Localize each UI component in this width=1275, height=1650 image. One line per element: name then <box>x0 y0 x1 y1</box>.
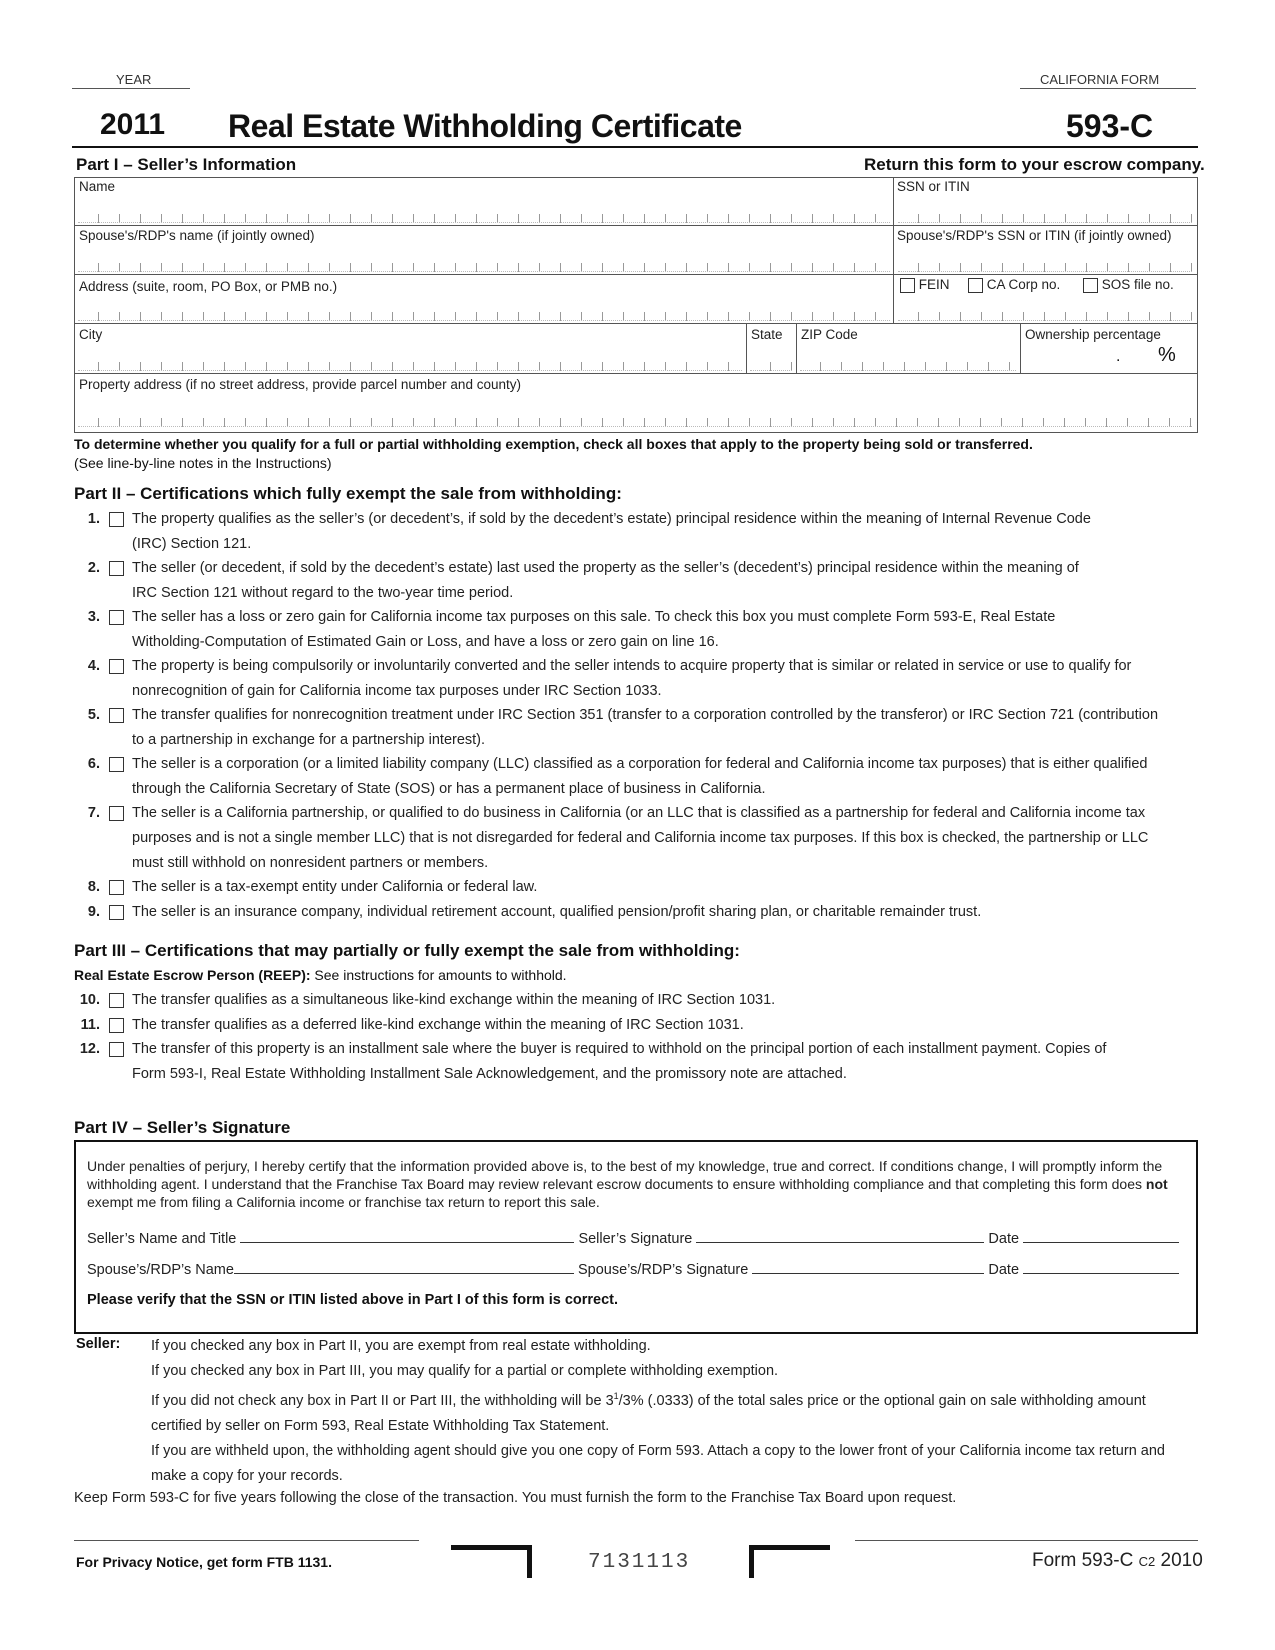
california-form-label: CALIFORNIA FORM <box>1040 72 1160 87</box>
part2-item-3 <box>74 605 1204 655</box>
seller-signature-row <box>87 1228 1187 1247</box>
city-field[interactable] <box>78 362 742 371</box>
part2-item-1 <box>74 507 1204 557</box>
spouse-ssn-label: Spouse's/RDP's SSN or ITIN (if jointly owned) <box>897 228 1172 243</box>
item-text: The seller is a California partnership, or qualified to do business in California (or an LLC that is classified as a partnership for federal and California income tax <box>132 805 1146 821</box>
part2-item-8 <box>74 875 1204 900</box>
item-text: The property is being compulsorily or involuntarily converted and the seller intends to acquire property that is similar or related in service or use to qualify for <box>132 658 1132 674</box>
year-rule <box>72 88 190 89</box>
spouse-name-field[interactable] <box>78 263 890 272</box>
ca-corp-checkbox[interactable] <box>968 278 983 293</box>
seller-notes <box>151 1334 1201 1489</box>
reep-text: See instructions for amounts to withhold. <box>310 967 567 983</box>
header-rule <box>72 146 1198 148</box>
perjury-text: Under penalties of perjury, I hereby certify that the information provided above is, to the best of my knowledge, true and correct. If conditions change, I will promptly inform the withholding agent. I understand that the Franchise Tax Board may review relevant escrow documents to ensure withholding compliance and that completing this form does <box>87 1158 1163 1192</box>
seller-note-3-sup: 1 <box>613 1391 619 1401</box>
fein-option[interactable] <box>900 277 950 293</box>
part3-heading: Part III – Certifications that may partially or fully exempt the sale from withholding: <box>74 941 740 960</box>
spouse-signature-label: Spouse’s/RDP’s Signature <box>577 1262 749 1278</box>
ownership-label: Ownership percentage <box>1025 327 1161 342</box>
name-field[interactable] <box>78 214 890 223</box>
form-rule <box>1020 88 1196 89</box>
item-4-checkbox[interactable] <box>109 659 124 674</box>
spouse-signature-field[interactable] <box>752 1259 984 1274</box>
item-11-checkbox[interactable] <box>109 1018 124 1033</box>
part4-label: Part IV <box>74 1118 128 1137</box>
property-address-label: Property address (if no street address, provide parcel number and county) <box>79 377 521 392</box>
seller-note-1: If you checked any box in Part II, you are exempt from real estate withholding. <box>151 1338 651 1354</box>
item-text: The seller has a loss or zero gain for California income tax purposes on this sale. To check this box you must complete Form 593-E, Real Estate <box>132 609 1056 625</box>
form-title: Real Estate Withholding Certificate <box>228 108 742 144</box>
footer-form-id <box>1032 1550 1203 1572</box>
item-1-checkbox[interactable] <box>109 512 124 527</box>
footer-form-code: C2 <box>1138 1554 1156 1569</box>
item-text-cont: Witholding-Computation of Estimated Gain or Loss, and have a loss or zero gain on line 16. <box>132 634 719 650</box>
item-text-cont: IRC Section 121 without regard to the two-year time period. <box>132 585 514 601</box>
spouse-date-label: Date <box>988 1262 1020 1278</box>
zip-label: ZIP Code <box>801 327 858 342</box>
item-text: The seller is a tax-exempt entity under California or federal law. <box>132 879 538 895</box>
item-10-checkbox[interactable] <box>109 993 124 1008</box>
item-text: The seller is an insurance company, individual retirement account, qualified pension/profit sharing plan, or charitable remainder trust. <box>132 904 982 920</box>
spouse-name-sig-field[interactable] <box>234 1259 574 1274</box>
item-number: 7. <box>87 805 100 821</box>
seller-name-title-field[interactable] <box>240 1228 574 1243</box>
seller-name-title-label: Seller’s Name and Title <box>87 1231 237 1247</box>
address-field[interactable] <box>78 312 890 321</box>
item-text: The seller (or decedent, if sold by the decedent’s estate) last used the property as the seller’s (decedent’s) principal residence within the meaning of <box>132 560 1079 576</box>
item-text-cont: Form 593-I, Real Estate Withholding Installment Sale Acknowledgement, and the promissory note are attached. <box>132 1066 847 1082</box>
item-text-cont: to a partnership in exchange for a partnership interest). <box>132 732 486 748</box>
ca-corp-option[interactable] <box>968 277 1060 293</box>
item-text-cont: through the California Secretary of State (SOS) or has a permanent place of business in California. <box>132 781 766 797</box>
item-text: The seller is a corporation (or a limited liability company (LLC) classified as a corporation for federal and California income tax purposes) that is either qualified <box>132 756 1148 772</box>
verify-note: Please verify that the SSN or ITIN listed above in Part I of this form is correct. <box>87 1292 619 1308</box>
item-number: 8. <box>87 879 100 895</box>
item-text: The transfer of this property is an installment sale where the buyer is required to withhold on the principal portion of each installment payment. Copies of <box>132 1041 1107 1057</box>
ssn-field[interactable] <box>898 214 1192 223</box>
part2-item-6 <box>74 752 1204 802</box>
spouse-ssn-field[interactable] <box>898 263 1192 272</box>
item-text: The transfer qualifies for nonrecognition treatment under IRC Section 351 (transfer to a corporation controlled by the transferor) or IRC Section 721 (contribution <box>132 707 1159 723</box>
part2-item-4 <box>74 654 1204 704</box>
return-note: Return this form to your escrow company. <box>864 155 1205 174</box>
reep-label: Real Estate Escrow Person (REEP): <box>74 967 311 983</box>
state-field[interactable] <box>750 362 792 371</box>
part2-item-9 <box>74 900 1204 925</box>
sos-checkbox[interactable] <box>1083 278 1098 293</box>
ca-corp-label: CA Corp no. <box>986 277 1061 292</box>
perjury-text-end: exempt me from filing a California income or franchise tax return to report this sale. <box>87 1194 600 1210</box>
form-year: 2011 <box>100 108 166 141</box>
item-number: 10. <box>79 992 100 1008</box>
spouse-name-label: Spouse's/RDP's name (if jointly owned) <box>79 228 315 243</box>
sos-option[interactable] <box>1083 277 1174 293</box>
item-number: 2. <box>87 560 100 576</box>
keep-note: Keep Form 593-C for five years following the close of the transaction. You must furnish the form to the Franchise Tax Board upon request. <box>74 1490 957 1506</box>
seller-note-2: If you checked any box in Part III, you may qualify for a partial or complete withholding exemption. <box>151 1363 779 1379</box>
fein-checkbox[interactable] <box>900 278 915 293</box>
barcode-number: 7131113 <box>588 1551 691 1574</box>
corner-mark-right <box>749 1545 830 1578</box>
year-label: YEAR <box>116 72 152 87</box>
item-number: 11. <box>80 1017 100 1033</box>
spouse-name-label-sig: Spouse’s/RDP’s Name <box>87 1262 234 1278</box>
address-label: Address (suite, room, PO Box, or PMB no.) <box>79 279 338 294</box>
property-address-field[interactable] <box>78 418 1192 427</box>
part3-item-10 <box>74 988 1204 1013</box>
item-text: The property qualifies as the seller’s (or decedent’s, if sold by the decedent’s estate) principal residence within the meaning of Internal Revenue Code <box>132 511 1091 527</box>
item-3-checkbox[interactable] <box>109 610 124 625</box>
seller-date-label: Date <box>988 1231 1020 1247</box>
seller-signature-field[interactable] <box>696 1228 984 1243</box>
sos-label: SOS file no. <box>1101 277 1174 292</box>
seller-note-4b: make a copy for your records. <box>151 1467 343 1484</box>
seller-signature-label: Seller’s Signature <box>578 1231 693 1247</box>
item-text-cont: nonrecognition of gain for California income tax purposes under IRC Section 1033. <box>132 683 662 699</box>
see-notes: (See line-by-line notes in the Instructions) <box>74 455 332 471</box>
zip-field[interactable] <box>800 362 1016 371</box>
seller-note-3b: certified by seller on Form 593, Real Estate Withholding Tax Statement. <box>151 1417 610 1434</box>
perjury-statement <box>87 1157 1182 1211</box>
city-label: City <box>79 327 103 342</box>
footer-form-year: 2010 <box>1160 1550 1203 1571</box>
percent-sign: % <box>1158 344 1176 366</box>
item-number: 12. <box>79 1041 100 1057</box>
item-7-checkbox[interactable] <box>109 806 124 821</box>
reep-note <box>74 967 567 983</box>
spouse-date-field[interactable] <box>1023 1259 1179 1274</box>
seller-note-4: If you are withheld upon, the withholding agent should give you one copy of Form 593. Attach a copy to the lower front of your California income tax return and <box>151 1442 1165 1459</box>
item-text-cont: purposes and is not a single member LLC) that is not disregarded for federal and California income tax purposes. If this box is checked, the partnership or LLC <box>132 830 1149 846</box>
seller-note-3-frac: /3% (.0333) of the total sales price or the optional gain on sale withholding amount <box>618 1392 1146 1409</box>
corner-mark-left <box>451 1545 532 1578</box>
item-6-checkbox[interactable] <box>109 757 124 772</box>
part2-item-7 <box>74 801 1204 876</box>
item-2-checkbox[interactable] <box>109 561 124 576</box>
item-text: The transfer qualifies as a simultaneous like-kind exchange within the meaning of IRC Section 1031. <box>132 992 776 1008</box>
item-text-cont: must still withhold on nonresident partners or members. <box>132 855 489 871</box>
item-text: The transfer qualifies as a deferred like-kind exchange within the meaning of IRC Section 1031. <box>132 1017 744 1033</box>
seller-notes-label: Seller: <box>76 1336 121 1352</box>
seller-note-3-text: If you did not check any box in Part II or Part III, the withholding will be 3 <box>151 1392 614 1409</box>
item-text-cont: (IRC) Section 121. <box>132 536 252 552</box>
item-number: 9. <box>87 904 100 920</box>
id-number-field[interactable] <box>898 312 1192 321</box>
ssn-label: SSN or ITIN <box>897 179 970 194</box>
part2-heading: Part II – Certifications which fully exempt the sale from withholding: <box>74 484 622 503</box>
item-8-checkbox[interactable] <box>109 880 124 895</box>
footer-form-label: Form 593-C <box>1032 1550 1134 1571</box>
item-number: 4. <box>87 658 100 674</box>
ownership-field[interactable] <box>1024 340 1192 370</box>
form-number: 593-C <box>1066 108 1154 144</box>
seller-date-field[interactable] <box>1023 1228 1179 1243</box>
item-9-checkbox[interactable] <box>109 905 124 920</box>
footer-left-rule <box>74 1540 419 1541</box>
seller-note-3 <box>151 1384 1201 1414</box>
part1-heading: Part I – Seller’s Information <box>76 155 297 174</box>
spouse-signature-row <box>87 1259 1187 1278</box>
footer-right-rule <box>855 1540 1198 1541</box>
item-12-checkbox[interactable] <box>109 1042 124 1057</box>
part4-title: – Seller’s Signature <box>127 1118 291 1137</box>
fein-label: FEIN <box>918 277 950 292</box>
part3-item-12 <box>74 1037 1204 1087</box>
part3-item-11 <box>74 1013 1204 1038</box>
state-label: State <box>751 327 783 342</box>
privacy-notice: For Privacy Notice, get form FTB 1131. <box>76 1554 332 1570</box>
ownership-dot: . <box>1116 348 1121 365</box>
determine-instruction: To determine whether you qualify for a full or partial withholding exemption, check all boxes that apply to the property being sold or transferred. <box>74 436 1033 452</box>
item-number: 3. <box>87 609 100 625</box>
item-5-checkbox[interactable] <box>109 708 124 723</box>
part2-item-5 <box>74 703 1204 753</box>
item-number: 1. <box>87 511 100 527</box>
item-number: 6. <box>87 756 100 772</box>
item-number: 5. <box>87 707 100 723</box>
part2-item-2 <box>74 556 1204 606</box>
name-label: Name <box>79 179 116 194</box>
part4-heading <box>74 1118 290 1138</box>
perjury-not: not <box>1145 1176 1168 1192</box>
